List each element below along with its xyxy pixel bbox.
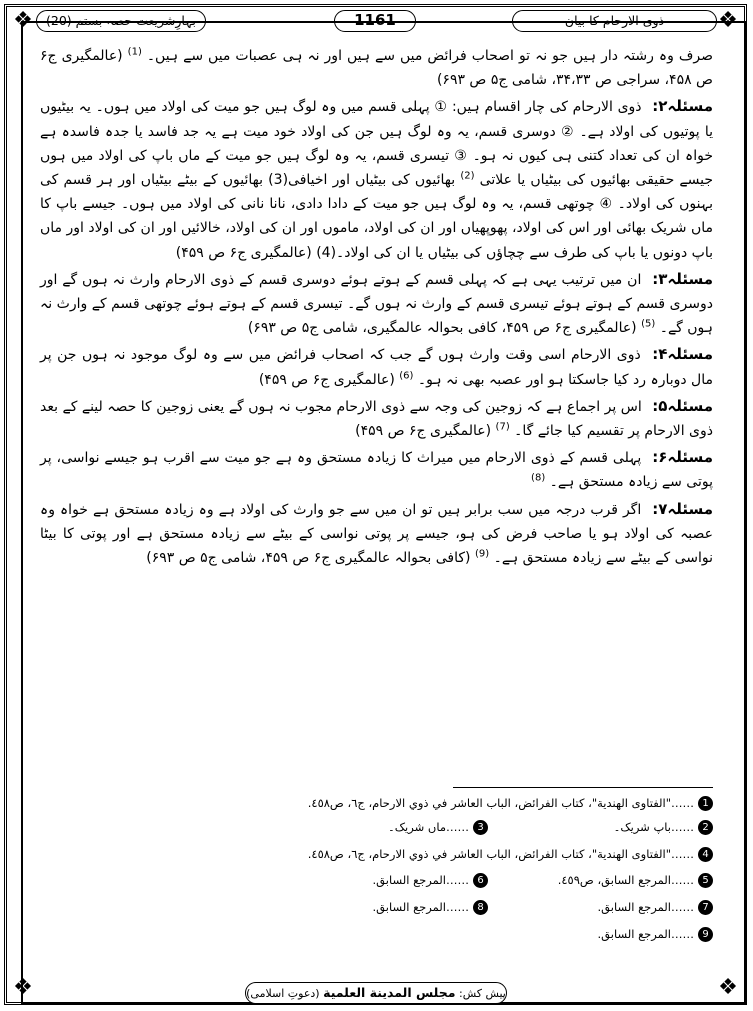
footnote [598, 926, 714, 942]
paragraph-text: اس پر اجماع ہے کہ زوجین کی وجہ سے ذوی الارحام مجوب نہ ہوں گے یعنی زوجین کا حصہ لینے کے بعد ذوی الارحام پر تقسیم کیا جائے گا۔ [40, 398, 713, 440]
issue-label: مسئلہ۲: [652, 97, 713, 116]
paragraph-text: ان میں ترتیب یہی ہے کہ پہلی قسم کے ہوتے ہوئے دوسری قسم کے ذوی الارحام وارث نہ ہوں گے اور دوسری قسم کے ہوتے ہوئے تیسری قسم کے وارث نہ ہوں گے۔ تیسری قسم کے ہوتے ہوئے چوتھی قسم کے وارث نہ ہوں گے۔ [40, 271, 713, 337]
footnote-text: ……"الفتاوى الهندية"، كتاب الفرائض، الباب العاشر في ذوي الارحام، ج٦، ص٤٥٨. [307, 796, 694, 810]
footnote-number: 4 [698, 847, 713, 862]
footnote-text: ……باپ شریک۔ [613, 820, 694, 834]
footnote-number: 2 [698, 820, 713, 835]
citation: (عالمگیری ج۶ ص ۴۵۸، سراجی ص ۳۴،۳۳، شامی ج۵ ص ۶۹۳) [40, 48, 713, 89]
footnote-ref[interactable]: (2) [460, 170, 475, 182]
publisher-footer [245, 982, 507, 1004]
footnote [308, 795, 713, 811]
paragraph-text: بھائیوں کی بیٹیاں اور اخیافی(3) بھائیوں کے بیٹے بیٹیاں اور ہر قسم کی بہنوں کی اولاد۔ ④ چوتھی قسم، یہ وہ لوگ ہیں جو میت کے دادا دادی، نانا نانی کی اولاد میں ہوں۔ جیسے باپ کا ماں شریک بھائی اور اس کی اولاد، پھوپھیاں اور ان کی اولاد، ماموں اور ان کی اولاد، خالائیں اور ان کی اولاد اور ماں باپ دونوں یا باپ کی طرف سے چچاؤں کی بیٹیاں یا ان کی اولاد۔(4) (عالمگیری ج۶ ص ۴۵۹) [40, 172, 713, 261]
paragraph-text: صرف وہ رشتہ دار ہیں جو نہ تو اصحاب فرائض میں سے ہیں اور نہ ہی عصبات میں سے ہیں۔ [146, 48, 714, 64]
citation: (عالمگیری ج۶ ص ۴۵۹) [258, 371, 395, 388]
header-rule [418, 21, 510, 22]
corner-ornament-icon: ❖ [13, 8, 33, 33]
paragraph-text: اگر قرب درجہ میں سب برابر ہیں تو ان میں سے جو وارث کی اولاد ہے وہ زیادہ مستحق ہے خواہ وہ عصبہ کی اولاد ہو یا صاحب فرض کی ہو، جیسے پر پوتی نواسی کے بیٹے سے زیادہ مستحق ہے اور پوتی کا بیٹا نواسی کے بیٹے سے زیادہ مستحق ہے۔ [40, 501, 713, 567]
footnote-text: ……ماں شریک۔ [388, 820, 469, 834]
header-rule [208, 21, 332, 22]
footnote-number: 1 [698, 796, 713, 811]
corner-ornament-icon: ❖ [718, 8, 738, 33]
paragraph [40, 445, 713, 494]
paragraph-text: ذوی الارحام اسی وقت وارث ہوں گے جب کہ اصحاب فرائض میں سے وہ لوگ موجود نہ ہوں جن پر مال دوبارہ رد کیا جاسکتا ہو اور عصبہ بھی نہ ہو۔ [40, 347, 713, 388]
footnote-number: 3 [473, 820, 488, 835]
footnote-text: ……"الفتاوى الهندية"، كتاب الفرائض، الباب العاشر في ذوي الارحام، ج٦، ص٤٥٨. [307, 847, 694, 861]
footnote-ref[interactable]: (9) [474, 548, 490, 560]
page-header [36, 10, 717, 32]
paragraph [40, 267, 713, 341]
footnote-divider [453, 787, 713, 788]
footnote [388, 819, 488, 835]
footnote-text: ……المرجع السابق. [372, 900, 469, 914]
footnote-ref[interactable]: (6) [399, 369, 414, 381]
page-number: 1161 [334, 10, 416, 32]
footnote-text: ……المرجع السابق، ص٤٥٩. [557, 873, 694, 887]
footer-prefix: پیش کش: [459, 987, 506, 1000]
footnote [558, 872, 713, 888]
citation: (عالمگیری ج۶ ص ۴۵۹، کافی بحوالہ عالمگیری، شامی ج۵ ص ۶۹۳) [247, 320, 637, 337]
publisher-suffix: (دعوتِ اسلامی) [246, 987, 320, 1000]
citation: (کافی بحوالہ عالمگیری ج۶ ص ۴۵۹، شامی ج۵ ص ۶۹۳) [146, 550, 471, 567]
footnote-number: 9 [698, 927, 713, 942]
paragraph [40, 497, 713, 571]
footnote-number: 5 [698, 873, 713, 888]
footnote-ref[interactable]: (7) [495, 421, 510, 433]
corner-ornament-icon: ❖ [13, 975, 33, 1000]
footnote [373, 872, 489, 888]
issue-label: مسئلہ۶: [652, 448, 714, 467]
paragraph-text: ذوی الارحام کی چار اقسام ہیں: ① پہلی قسم میں وہ لوگ ہیں جو میت کی اولاد میں ہوں۔ یہ بیٹیوں یا پوتیوں کی اولاد ہے۔ ② دوسری قسم، یہ وہ لوگ ہیں جن کی اولاد خود میت ہے یہ جد فاسد یا جدہ فاسدہ ہے خواہ ان کی تعداد کتنی ہی کیوں نہ ہو۔ ③ تیسری قسم، یہ وہ لوگ ہیں جو میت کے ماں باپ کی اولاد میں ہوں جیسے حقیقی بھائیوں کی بیٹیاں یا علاتی [40, 99, 713, 189]
book-title: بہارِشریعت حصہ بستم (20) [36, 10, 206, 32]
footnote-text: ……المرجع السابق. [372, 873, 469, 887]
paragraph [40, 342, 713, 391]
footnote [598, 899, 714, 915]
issue-label: مسئلہ۷: [652, 499, 714, 518]
paragraph [40, 44, 713, 92]
issue-label: مسئلہ۴: [652, 345, 713, 364]
footnote [614, 819, 713, 835]
citation: (عالمگیری ج۶ ص ۴۵۹) [355, 423, 492, 440]
issue-label: مسئلہ۵: [652, 396, 714, 415]
publisher-name: مجلس المدينة العلمية [323, 985, 456, 1000]
chapter-title: ذوی الارحام کا بیان [512, 10, 717, 32]
paragraph [40, 394, 713, 443]
paragraph [40, 94, 713, 264]
footnote [308, 846, 713, 862]
footnote [373, 899, 489, 915]
footnote-ref[interactable]: (1) [127, 46, 142, 58]
footnote-number: 7 [698, 900, 713, 915]
footnote-ref[interactable]: (5) [641, 318, 656, 330]
footnote-text: ……المرجع السابق. [597, 927, 694, 941]
footnote-number: 8 [473, 900, 488, 915]
footnote-text: ……المرجع السابق. [597, 900, 694, 914]
issue-label: مسئلہ۳: [652, 269, 713, 288]
paragraph-text: پہلی قسم کے ذوی الارحام میں میراث کا زیادہ مستحق وہ ہے جو میت سے اقرب ہو جیسے نواسی، پر پوتی سے زیادہ مستحق ہے۔ [40, 450, 713, 491]
footnote-ref[interactable]: (8) [531, 472, 546, 484]
main-text [40, 44, 713, 572]
corner-ornament-icon: ❖ [718, 975, 738, 1000]
footnote-number: 6 [473, 873, 488, 888]
